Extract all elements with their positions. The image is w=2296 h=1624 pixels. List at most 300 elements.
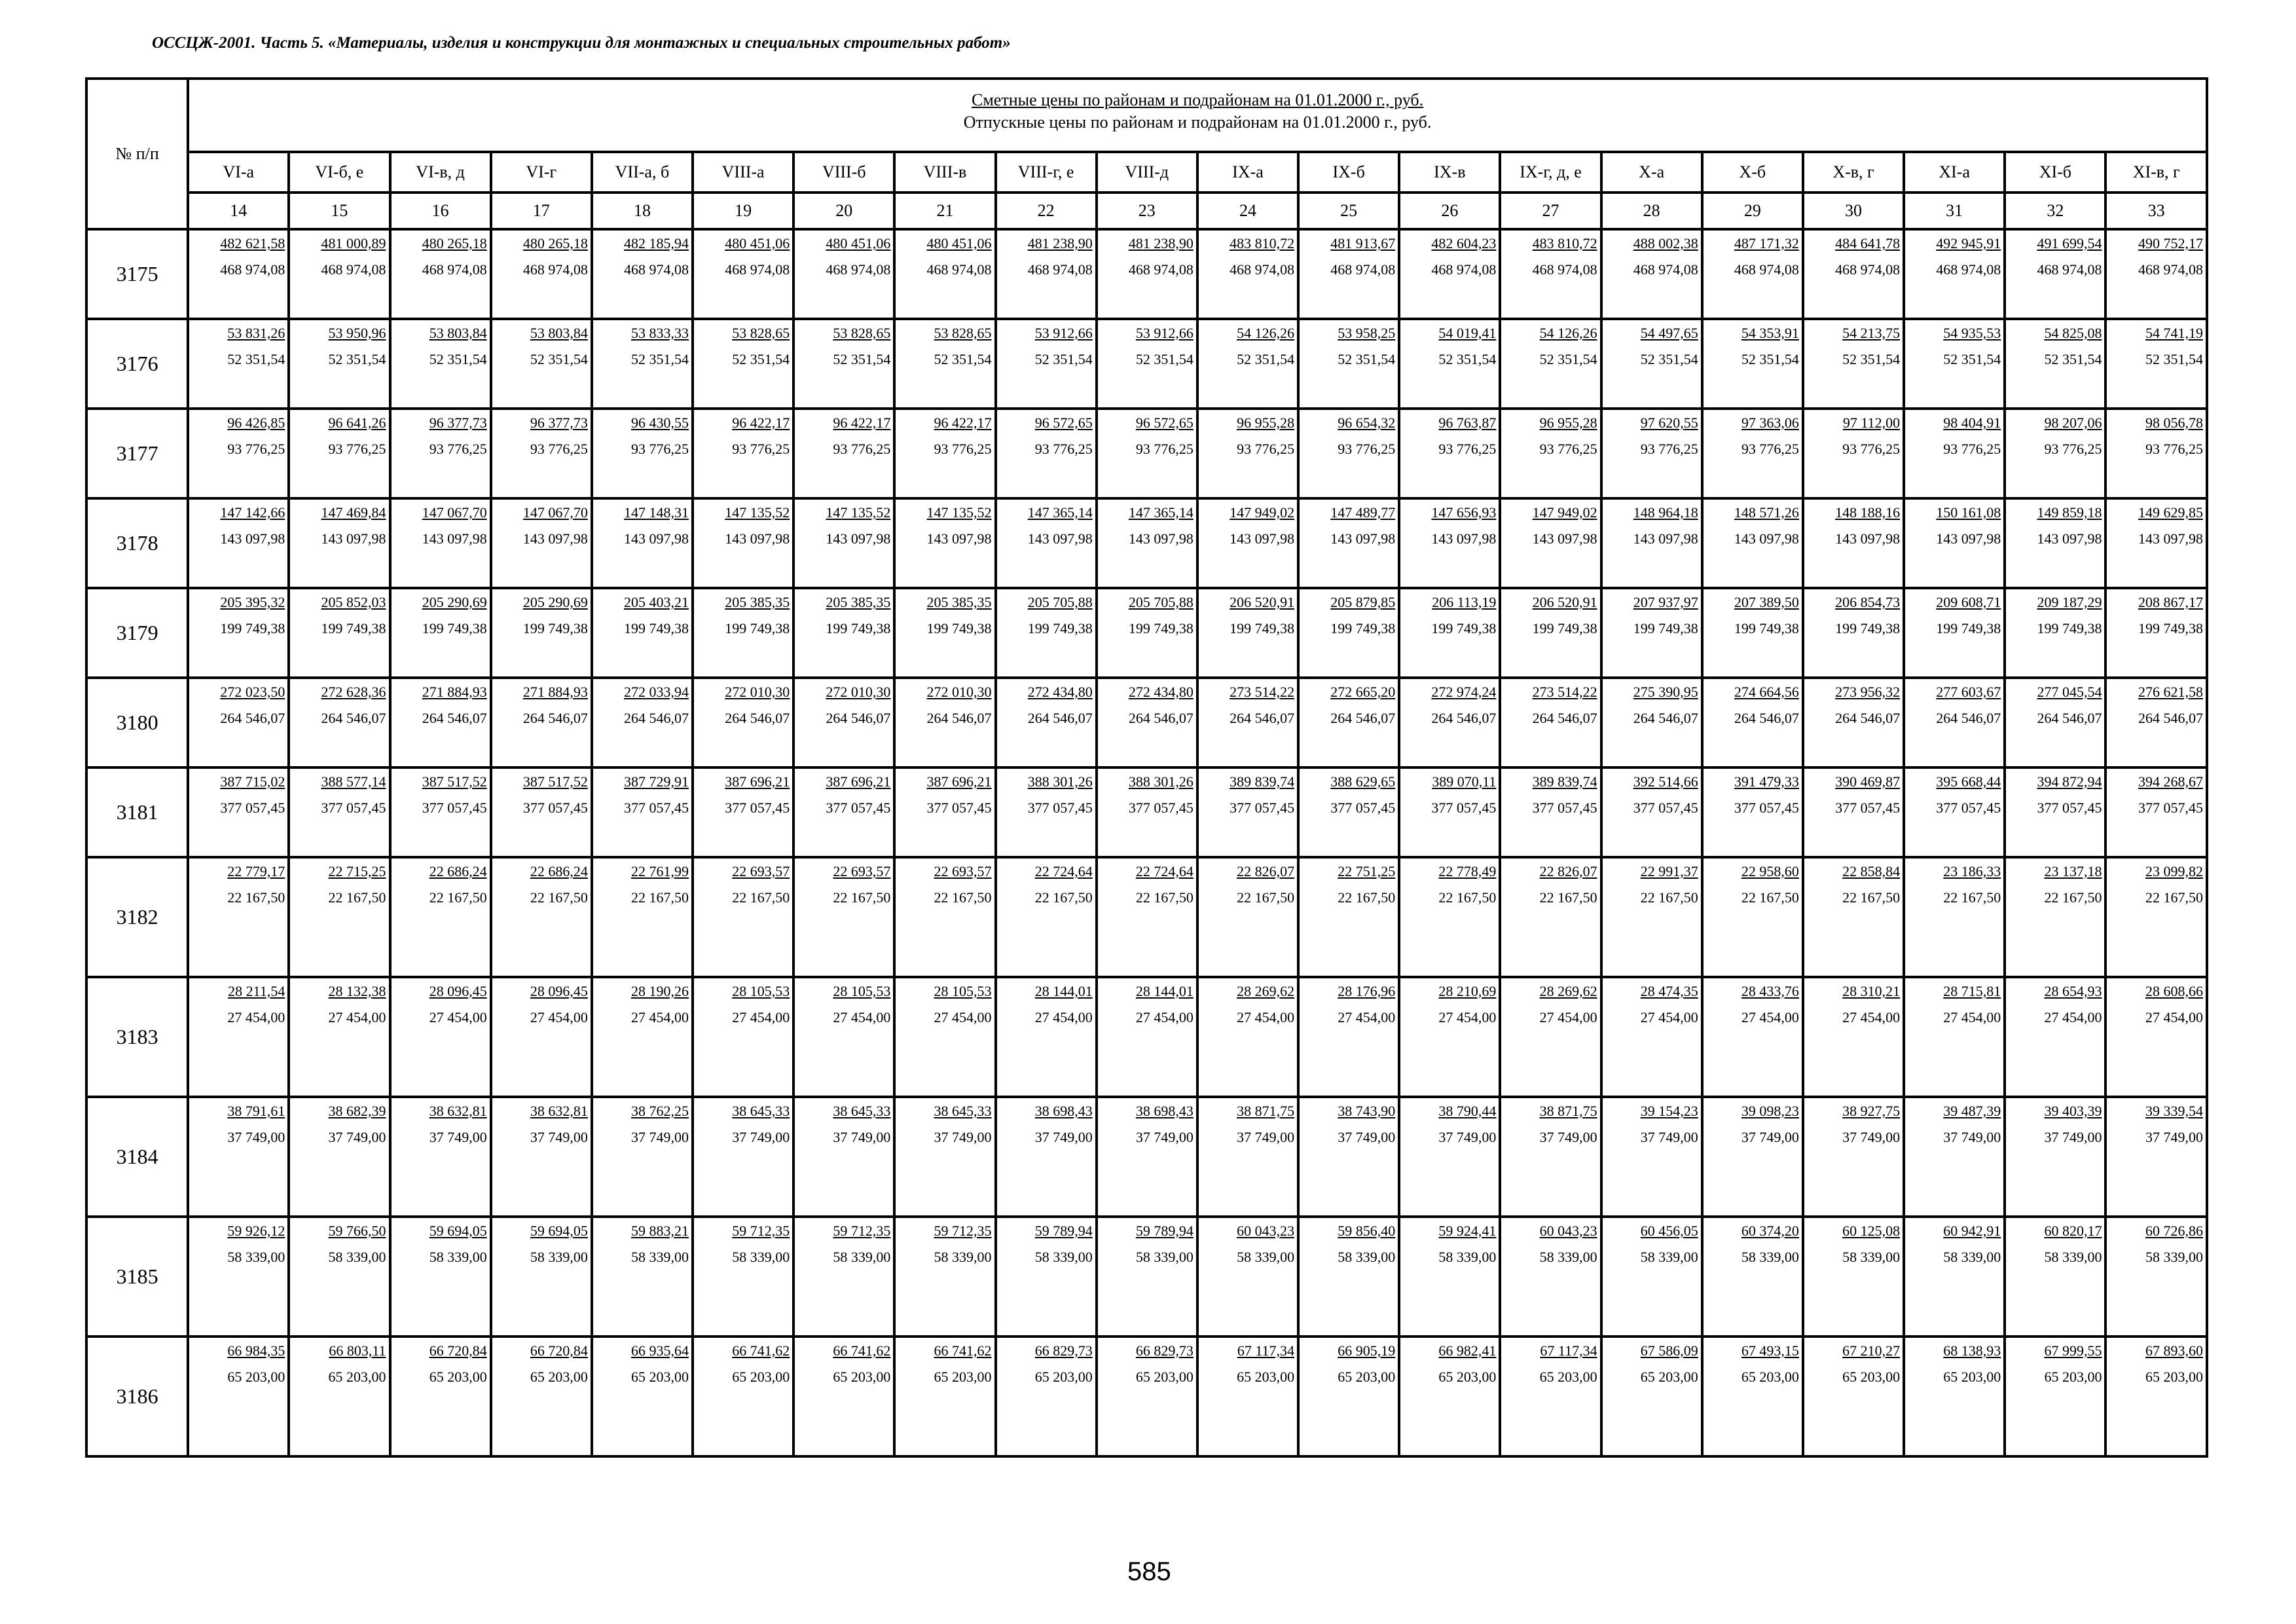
estimate-price: 53 831,26 (227, 325, 285, 341)
price-cell (491, 319, 592, 409)
estimate-price: 22 958,60 (1741, 863, 1799, 879)
release-price: 93 776,25 (1842, 441, 1901, 457)
price-cell (1803, 229, 1904, 319)
estimate-price: 206 520,91 (1230, 594, 1295, 610)
price-cell (1601, 498, 1702, 588)
release-price: 93 776,25 (1034, 441, 1093, 457)
price-cell (2105, 1337, 2207, 1456)
release-price: 468 974,08 (1431, 261, 1497, 278)
price-cell (996, 588, 1097, 678)
price-cell (1399, 767, 1500, 857)
price-cell (390, 1217, 491, 1337)
price-cell (1298, 1097, 1399, 1217)
release-price: 199 749,38 (522, 620, 588, 637)
release-price: 27 454,00 (1438, 1009, 1497, 1025)
price-cell (1601, 229, 1702, 319)
release-price: 58 339,00 (631, 1249, 689, 1265)
price-cell (390, 498, 491, 588)
estimate-price: 53 950,96 (328, 325, 386, 341)
row-number: 3182 (86, 857, 188, 977)
estimate-price: 484 641,78 (1835, 235, 1901, 251)
release-price: 264 546,07 (1633, 710, 1698, 726)
price-cell (1097, 1217, 1197, 1337)
price-cell (1399, 678, 1500, 767)
price-cell (1601, 767, 1702, 857)
price-cell (1702, 857, 1803, 977)
estimate-price: 59 789,94 (1135, 1223, 1194, 1239)
release-price: 93 776,25 (631, 441, 689, 457)
release-price: 37 749,00 (1842, 1129, 1901, 1145)
price-cell (793, 229, 894, 319)
price-cell (1601, 588, 1702, 678)
estimate-price: 205 403,21 (624, 594, 689, 610)
release-price: 22 167,50 (1943, 889, 2001, 906)
estimate-price: 387 696,21 (926, 773, 992, 790)
release-price: 264 546,07 (522, 710, 588, 726)
price-cell (1500, 409, 1601, 498)
price-cell (188, 319, 289, 409)
estimate-price: 22 826,07 (1237, 863, 1295, 879)
estimate-price: 28 608,66 (2145, 983, 2203, 999)
table-row (86, 409, 2207, 498)
release-price: 22 167,50 (1640, 889, 1698, 906)
price-cell (289, 1097, 390, 1217)
estimate-price: 147 067,70 (422, 504, 487, 521)
release-price: 93 776,25 (934, 441, 992, 457)
estimate-price: 147 135,52 (725, 504, 790, 521)
price-cell (894, 498, 995, 588)
release-price: 199 749,38 (1230, 620, 1295, 637)
estimate-price: 387 715,02 (220, 773, 285, 790)
release-price: 468 974,08 (321, 261, 386, 278)
estimate-price: 53 833,33 (631, 325, 689, 341)
estimate-price: 389 070,11 (1432, 773, 1497, 790)
estimate-price: 22 686,24 (429, 863, 487, 879)
column-number: 19 (693, 193, 793, 229)
estimate-price: 276 621,58 (2138, 684, 2203, 700)
price-cell (1298, 1217, 1399, 1337)
estimate-price: 59 712,35 (833, 1223, 891, 1239)
estimate-price: 387 517,52 (422, 773, 487, 790)
release-price: 143 097,98 (2138, 530, 2203, 547)
release-price: 65 203,00 (429, 1369, 487, 1385)
district-header: IX-б (1298, 152, 1399, 193)
price-cell (894, 678, 995, 767)
column-number: 28 (1601, 193, 1702, 229)
estimate-price: 38 698,43 (1034, 1103, 1093, 1119)
district-header: VIII-а (693, 152, 793, 193)
column-number: 21 (894, 193, 995, 229)
table-body (86, 229, 2207, 1456)
release-price: 27 454,00 (1741, 1009, 1799, 1025)
estimate-price: 66 982,41 (1438, 1342, 1497, 1359)
price-cell (793, 977, 894, 1097)
release-price: 22 167,50 (1237, 889, 1295, 906)
price-cell (289, 588, 390, 678)
estimate-price: 487 171,32 (1734, 235, 1799, 251)
table-row (86, 1097, 2207, 1217)
estimate-price: 22 761,99 (631, 863, 689, 879)
price-cell (2105, 977, 2207, 1097)
district-header: IX-в (1399, 152, 1500, 193)
release-price: 143 097,98 (826, 530, 891, 547)
release-price: 93 776,25 (1640, 441, 1698, 457)
release-price: 27 454,00 (2044, 1009, 2102, 1025)
table-row (86, 857, 2207, 977)
table-header (86, 79, 2207, 229)
price-cell (1097, 857, 1197, 977)
price-cell (1904, 767, 2005, 857)
column-number: 17 (491, 193, 592, 229)
estimate-price: 488 002,38 (1633, 235, 1698, 251)
release-price: 37 749,00 (429, 1129, 487, 1145)
num-column-header: № п/п (86, 79, 188, 229)
release-price: 27 454,00 (1842, 1009, 1901, 1025)
estimate-price: 38 791,61 (227, 1103, 285, 1119)
district-header: X-б (1702, 152, 1803, 193)
estimate-price: 60 726,86 (2145, 1223, 2203, 1239)
release-price: 264 546,07 (1230, 710, 1295, 726)
price-cell (1097, 1337, 1197, 1456)
estimate-price: 273 514,22 (1230, 684, 1295, 700)
release-price: 27 454,00 (1237, 1009, 1295, 1025)
price-cell (693, 977, 793, 1097)
release-price: 199 749,38 (1633, 620, 1698, 637)
release-price: 468 974,08 (1936, 261, 2001, 278)
release-price: 199 749,38 (1431, 620, 1497, 637)
release-price: 468 974,08 (926, 261, 992, 278)
district-header: VIII-г, е (996, 152, 1097, 193)
release-price: 199 749,38 (1936, 620, 2001, 637)
release-price: 52 351,54 (227, 351, 285, 367)
price-cell (1803, 1217, 1904, 1337)
price-cell (894, 767, 995, 857)
estimate-price: 39 487,39 (1943, 1103, 2001, 1119)
estimate-price: 271 884,93 (522, 684, 588, 700)
estimate-price: 205 385,35 (926, 594, 992, 610)
price-cell (289, 678, 390, 767)
release-price: 22 167,50 (2145, 889, 2203, 906)
estimate-price: 22 778,49 (1438, 863, 1497, 879)
row-number: 3181 (86, 767, 188, 857)
release-price: 143 097,98 (1431, 530, 1497, 547)
district-header: VII-а, б (592, 152, 693, 193)
release-price: 143 097,98 (321, 530, 386, 547)
price-cell (1097, 229, 1197, 319)
price-cell (996, 857, 1097, 977)
estimate-price: 38 790,44 (1438, 1103, 1497, 1119)
release-price: 143 097,98 (1128, 530, 1194, 547)
price-cell (1298, 678, 1399, 767)
district-header: XI-б (2005, 152, 2105, 193)
price-cell (1702, 1337, 1803, 1456)
row-number: 3186 (86, 1337, 188, 1456)
estimate-price: 274 664,56 (1734, 684, 1799, 700)
column-number: 15 (289, 193, 390, 229)
release-price: 22 167,50 (1438, 889, 1497, 906)
price-cell (1298, 1337, 1399, 1456)
table-title (188, 79, 2207, 152)
row-number: 3184 (86, 1097, 188, 1217)
price-cell (2005, 767, 2105, 857)
release-price: 37 749,00 (1338, 1129, 1396, 1145)
price-cell (1097, 588, 1197, 678)
estimate-price: 28 144,01 (1034, 983, 1093, 999)
release-price: 143 097,98 (1027, 530, 1093, 547)
price-cell (2005, 1337, 2105, 1456)
price-cell (1500, 767, 1601, 857)
price-cell (2105, 229, 2207, 319)
price-cell (1197, 319, 1298, 409)
estimate-price: 54 825,08 (2044, 325, 2102, 341)
price-cell (390, 767, 491, 857)
release-price: 65 203,00 (732, 1369, 790, 1385)
estimate-price: 388 629,65 (1330, 773, 1396, 790)
estimate-price: 97 112,00 (1842, 415, 1901, 431)
release-price: 65 203,00 (1034, 1369, 1093, 1385)
price-cell (996, 767, 1097, 857)
district-header: XI-а (1904, 152, 2005, 193)
release-price: 58 339,00 (833, 1249, 891, 1265)
estimate-price: 28 269,62 (1539, 983, 1597, 999)
release-price: 27 454,00 (227, 1009, 285, 1025)
estimate-price: 148 188,16 (1835, 504, 1901, 521)
estimate-price: 60 043,23 (1237, 1223, 1295, 1239)
district-header: VI-в, д (390, 152, 491, 193)
estimate-price: 66 720,84 (530, 1342, 588, 1359)
price-cell (1904, 1337, 2005, 1456)
release-price: 37 749,00 (1135, 1129, 1194, 1145)
release-price: 37 749,00 (2145, 1129, 2203, 1145)
estimate-price: 59 883,21 (631, 1223, 689, 1239)
price-cell (592, 498, 693, 588)
price-cell (188, 588, 289, 678)
column-number: 30 (1803, 193, 1904, 229)
row-number: 3179 (86, 588, 188, 678)
release-price: 468 974,08 (624, 261, 689, 278)
estimate-price: 205 385,35 (826, 594, 891, 610)
estimate-price: 96 426,85 (227, 415, 285, 431)
estimate-price: 67 117,34 (1237, 1342, 1295, 1359)
estimate-price: 53 912,66 (1034, 325, 1093, 341)
estimate-price: 38 682,39 (328, 1103, 386, 1119)
price-cell (1500, 1217, 1601, 1337)
price-cell (592, 229, 693, 319)
release-price: 58 339,00 (2044, 1249, 2102, 1265)
price-cell (188, 857, 289, 977)
estimate-price: 54 935,53 (1943, 325, 2001, 341)
release-price: 58 339,00 (732, 1249, 790, 1265)
price-cell (390, 1097, 491, 1217)
estimate-price: 480 265,18 (522, 235, 588, 251)
column-number: 25 (1298, 193, 1399, 229)
release-price: 199 749,38 (1835, 620, 1901, 637)
release-price: 468 974,08 (1835, 261, 1901, 278)
price-cell (1298, 767, 1399, 857)
price-cell (592, 977, 693, 1097)
price-cell (1702, 498, 1803, 588)
estimate-price: 271 884,93 (422, 684, 487, 700)
price-cell (592, 678, 693, 767)
estimate-price: 480 451,06 (725, 235, 790, 251)
estimate-price: 38 645,33 (934, 1103, 992, 1119)
release-price: 52 351,54 (1237, 351, 1295, 367)
release-price: 27 454,00 (732, 1009, 790, 1025)
price-cell (1399, 409, 1500, 498)
release-price: 27 454,00 (1135, 1009, 1194, 1025)
release-price: 27 454,00 (934, 1009, 992, 1025)
estimate-price: 96 955,28 (1539, 415, 1597, 431)
estimate-price: 60 043,23 (1539, 1223, 1597, 1239)
estimate-price: 66 984,35 (227, 1342, 285, 1359)
estimate-price: 60 820,17 (2044, 1223, 2102, 1239)
release-price: 377 057,45 (2138, 800, 2203, 816)
estimate-price: 53 803,84 (429, 325, 487, 341)
release-price: 58 339,00 (1237, 1249, 1295, 1265)
release-price: 58 339,00 (1438, 1249, 1497, 1265)
price-cell (1803, 977, 1904, 1097)
price-cell (894, 977, 995, 1097)
estimate-price: 482 621,58 (220, 235, 285, 251)
price-cell (996, 977, 1097, 1097)
price-cell (1500, 857, 1601, 977)
release-price: 377 057,45 (321, 800, 386, 816)
price-cell (1601, 409, 1702, 498)
release-price: 65 203,00 (631, 1369, 689, 1385)
estimate-price: 23 099,82 (2145, 863, 2203, 879)
release-price: 264 546,07 (1330, 710, 1396, 726)
column-number: 23 (1097, 193, 1197, 229)
price-cell (2005, 409, 2105, 498)
release-price: 65 203,00 (1640, 1369, 1698, 1385)
price-cell (390, 409, 491, 498)
estimate-price: 482 604,23 (1431, 235, 1497, 251)
release-price: 27 454,00 (328, 1009, 386, 1025)
release-price: 65 203,00 (530, 1369, 588, 1385)
price-cell (894, 588, 995, 678)
price-cell (1904, 229, 2005, 319)
price-cell (1399, 229, 1500, 319)
estimate-price: 208 867,17 (2138, 594, 2203, 610)
price-cell (592, 857, 693, 977)
estimate-price: 22 826,07 (1539, 863, 1597, 879)
price-cell (188, 409, 289, 498)
price-cell (1702, 977, 1803, 1097)
column-number: 16 (390, 193, 491, 229)
district-header: VIII-д (1097, 152, 1197, 193)
estimate-price: 39 098,23 (1741, 1103, 1799, 1119)
price-cell (2005, 498, 2105, 588)
district-header-row (86, 152, 2207, 193)
estimate-price: 59 766,50 (328, 1223, 386, 1239)
estimate-price: 480 451,06 (926, 235, 992, 251)
price-cell (1601, 977, 1702, 1097)
page-number: 585 (1127, 1557, 1171, 1586)
column-number: 24 (1197, 193, 1298, 229)
estimate-price: 60 374,20 (1741, 1223, 1799, 1239)
estimate-price: 394 268,67 (2138, 773, 2203, 790)
estimate-price: 272 033,94 (624, 684, 689, 700)
release-price: 264 546,07 (1835, 710, 1901, 726)
release-price: 264 546,07 (1734, 710, 1799, 726)
estimate-price: 389 839,74 (1532, 773, 1597, 790)
estimate-price: 22 693,57 (934, 863, 992, 879)
estimate-price: 205 705,88 (1027, 594, 1093, 610)
release-price: 143 097,98 (1532, 530, 1597, 547)
estimate-price: 96 572,65 (1135, 415, 1194, 431)
release-price: 65 203,00 (328, 1369, 386, 1385)
estimate-price: 54 353,91 (1741, 325, 1799, 341)
estimate-price: 272 010,30 (826, 684, 891, 700)
release-price: 52 351,54 (1438, 351, 1497, 367)
release-price: 65 203,00 (1539, 1369, 1597, 1385)
estimate-price: 22 724,64 (1034, 863, 1093, 879)
estimate-price: 38 645,33 (732, 1103, 790, 1119)
price-cell (894, 409, 995, 498)
price-cell (1803, 857, 1904, 977)
release-price: 52 351,54 (631, 351, 689, 367)
price-cell (491, 229, 592, 319)
estimate-price: 98 207,06 (2044, 415, 2102, 431)
price-cell (592, 409, 693, 498)
district-header: VI-а (188, 152, 289, 193)
price-cell (1500, 678, 1601, 767)
estimate-price: 147 949,02 (1230, 504, 1295, 521)
price-cell (793, 1097, 894, 1217)
estimate-price: 96 377,73 (530, 415, 588, 431)
price-cell (2005, 977, 2105, 1097)
estimate-price: 38 871,75 (1539, 1103, 1597, 1119)
release-price: 58 339,00 (227, 1249, 285, 1265)
estimate-price: 59 789,94 (1034, 1223, 1093, 1239)
release-price: 199 749,38 (1128, 620, 1194, 637)
estimate-price: 207 389,50 (1734, 594, 1799, 610)
price-cell (1097, 498, 1197, 588)
release-price: 52 351,54 (1741, 351, 1799, 367)
estimate-price: 206 854,73 (1835, 594, 1901, 610)
estimate-price: 388 577,14 (321, 773, 386, 790)
release-price: 58 339,00 (1338, 1249, 1396, 1265)
price-cell (1399, 498, 1500, 588)
release-price: 377 057,45 (2037, 800, 2102, 816)
price-cell (390, 229, 491, 319)
row-number: 3176 (86, 319, 188, 409)
price-cell (693, 678, 793, 767)
estimate-price: 387 729,91 (624, 773, 689, 790)
price-cell (188, 977, 289, 1097)
estimate-price: 66 741,62 (833, 1342, 891, 1359)
price-cell (1197, 588, 1298, 678)
estimate-price: 22 751,25 (1338, 863, 1396, 879)
price-cell (1399, 1097, 1500, 1217)
release-price: 199 749,38 (321, 620, 386, 637)
release-price: 264 546,07 (321, 710, 386, 726)
estimate-price: 492 945,91 (1936, 235, 2001, 251)
estimate-price: 22 991,37 (1640, 863, 1698, 879)
price-cell (491, 767, 592, 857)
price-cell (491, 1337, 592, 1456)
price-cell (289, 977, 390, 1097)
price-cell (390, 588, 491, 678)
estimate-price: 96 377,73 (429, 415, 487, 431)
estimate-price: 394 872,94 (2037, 773, 2102, 790)
release-price: 199 749,38 (1734, 620, 1799, 637)
estimate-price: 205 852,03 (321, 594, 386, 610)
estimate-price: 482 185,94 (624, 235, 689, 251)
release-price: 143 097,98 (1734, 530, 1799, 547)
estimate-price: 28 715,81 (1943, 983, 2001, 999)
estimate-price: 38 927,75 (1842, 1103, 1901, 1119)
